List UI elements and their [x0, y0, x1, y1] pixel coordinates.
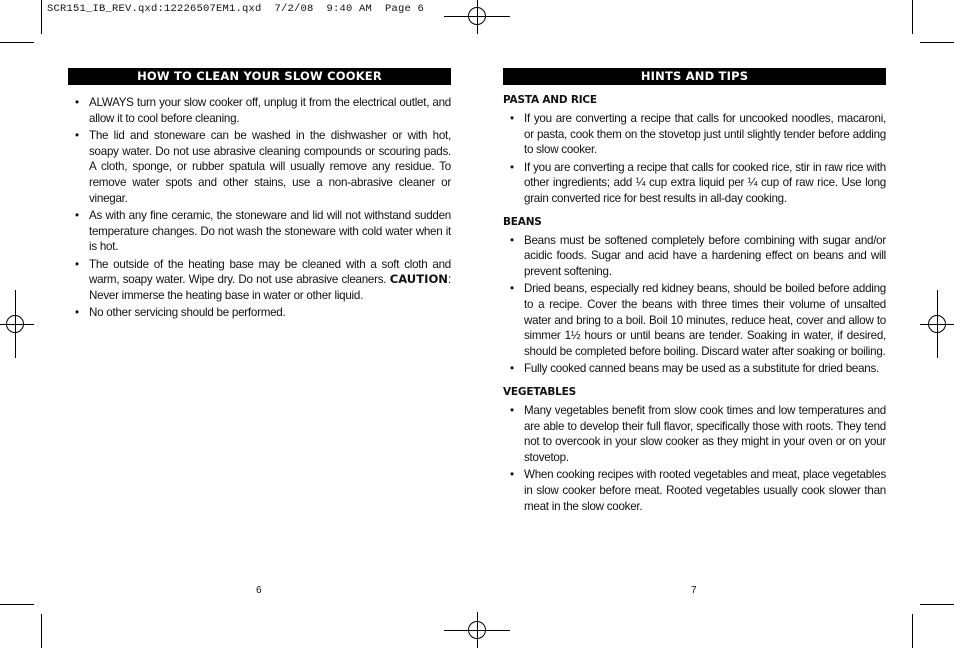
fraction: 1½ [564, 329, 581, 343]
list-item [503, 281, 886, 360]
registration-line [477, 0, 478, 34]
list-item [503, 160, 886, 207]
registration-line [937, 290, 938, 358]
list-item: • Beans must be softened completely before combining with sugar and/or acidic foods. Sugar and acid have a hardening effect on beans and will prevent softening. [503, 233, 886, 280]
print-slug: SCR151_IB_REV.qxd:12226507EM1.qxd 7/2/08 9:40 AM Page 6 [47, 3, 425, 15]
left-page [68, 68, 451, 322]
text-run: Dried beans, especially red kidney beans, should be boiled before adding to a recipe. Cover the beans with three times their volume of unsalted water and bring to a boil. Boil 10 minutes, reduce heat, cover and allow to simmer [524, 282, 886, 343]
beans-list [503, 233, 886, 377]
section-heading-vegetables: VEGETABLES [503, 386, 576, 399]
crop-mark [0, 604, 34, 605]
list-item: • The lid and stoneware can be washed in the dishwasher or with hot, soapy water. Do not use abrasive cleaning compounds or scouring pads. A cloth, sponge, or rubber spatula will usually remove any residue. To remove water spots and other stains, use a non-abrasive cleaner or vinegar. [68, 128, 451, 207]
crop-mark [920, 604, 954, 605]
crop-mark [41, 0, 42, 34]
list-item: • No other servicing should be performed. [68, 305, 451, 321]
heating-base-text: The outside of the heating base may be cleaned with a soft cloth and warm, soapy water. Wipe dry. Do not use abrasive cleaners. [89, 257, 451, 287]
crop-mark [912, 0, 913, 34]
list-item: • ALWAYS turn your slow cooker off, unplug it from the electrical outlet, and allow it to cool before cleaning. [68, 95, 451, 126]
crop-mark [41, 614, 42, 648]
list-item: • If you are converting a recipe that calls for uncooked noodles, macaroni, or pasta, cook them on the stovetop just until slightly tender before adding to slow cooker. [503, 111, 886, 158]
list-item: • Fully cooked canned beans may be used as a substitute for dried beans. [503, 361, 886, 377]
registration-line [15, 290, 16, 358]
cleaning-title-banner: HOW TO CLEAN YOUR SLOW COOKER [68, 68, 451, 85]
page-number-left: 6 [256, 585, 262, 596]
vegetables-list [503, 403, 886, 514]
right-page [503, 68, 886, 516]
cleaning-list [68, 95, 451, 321]
list-item: • When cooking recipes with rooted vegetables and meat, place vegetables in slow cooker before meat. Rooted vegetables usually cook slower than meat in the slow cooker. [503, 467, 886, 514]
text-run: cup of raw rice. Use long grain converted rice for best results in all-day cooking. [524, 176, 887, 206]
list-item: • As with any fine ceramic, the stoneware and lid will not withstand sudden temperature changes. Do not wash the stoneware with cold water when it is hot. [68, 208, 451, 255]
text-run: cup extra liquid per [645, 176, 748, 190]
pasta-list [503, 111, 886, 207]
hints-title-banner: HINTS AND TIPS [503, 68, 886, 85]
list-item: • Many vegetables benefit from slow cook times and low temperatures and are able to develop their full flavor, specifically those with roots. They tend not to overcook in your slow cooker as they might in your oven or on your stovetop. [503, 403, 886, 466]
list-item [68, 257, 451, 304]
text-run: If you are converting a recipe that calls for cooked rice, stir in raw rice with other ingredients; add [524, 160, 886, 190]
caution-text: : Never immerse the heating base in water or other liquid. [89, 273, 451, 302]
fraction: ¼ [635, 176, 646, 190]
text-run: hours or until beans are tender. Soaking in water, if desired, should be completed before boiling. Discard water after soaking or boiling. [524, 329, 886, 359]
section-heading-pasta: PASTA AND RICE [503, 94, 597, 106]
page-number-right: 7 [691, 585, 697, 596]
registration-line [477, 612, 478, 648]
registration-line [0, 324, 34, 325]
crop-mark [0, 42, 34, 43]
caution-label: CAUTION [389, 272, 449, 287]
section-heading-beans: BEANS [503, 215, 542, 228]
crop-mark [912, 614, 913, 648]
crop-mark [920, 42, 954, 43]
fraction: ¼ [747, 176, 758, 190]
